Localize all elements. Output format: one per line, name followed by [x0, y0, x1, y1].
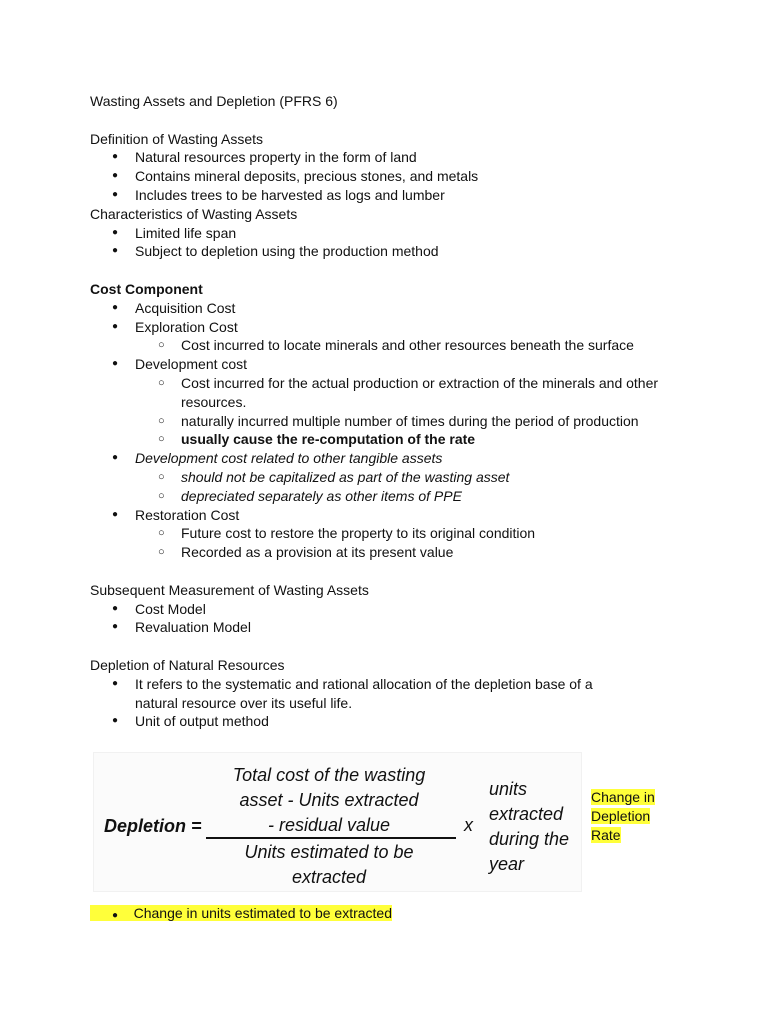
formula-denominator-line: Units estimated to be — [244, 842, 414, 862]
bullet-item: ● Cost Model — [90, 600, 690, 619]
bullet-item: ● Development cost — [90, 355, 690, 374]
formula-numerator — [204, 763, 454, 838]
depletion-formula-image — [93, 752, 582, 892]
sub-bullet-item: ○ depreciated separately as other items of PPE — [90, 487, 690, 506]
sub-bullet-item: ○ should not be capitalized as part of the wasting asset — [90, 468, 690, 487]
highlight-span — [90, 905, 392, 921]
bullet-item: ● Natural resources property in the form of land — [90, 148, 690, 167]
document-title: Wasting Assets and Depletion (PFRS 6) — [90, 93, 338, 109]
bullet-dot-icon: ● — [112, 910, 119, 921]
bullet-item: ● It refers to the systematic and rational allocation of the depletion base of a natural resource over its useful life. — [90, 675, 635, 713]
sub-bullet-item: ○ Cost incurred to locate minerals and other resources beneath the surface — [90, 336, 690, 355]
sub-bullet-item: ○ Future cost to restore the property to its original condition — [90, 524, 690, 543]
fraction-bar — [206, 837, 456, 839]
document-body — [90, 92, 690, 731]
formula-denominator-line: extracted — [291, 867, 367, 887]
formula-denominator — [204, 840, 454, 890]
formula-numerator-line: Total cost of the wasting — [232, 765, 426, 785]
formula-label: Depletion = — [104, 816, 202, 836]
multiply-sign: x — [464, 815, 473, 835]
bullet-item: ● Revaluation Model — [90, 618, 690, 637]
formula-numerator-line: asset - Units extracted — [239, 790, 419, 810]
subsequent-heading: Subsequent Measurement of Wasting Assets — [90, 581, 369, 598]
depletion-heading: Depletion of Natural Resources — [90, 656, 285, 673]
bullet-item: ● Acquisition Cost — [90, 299, 690, 318]
highlighted-bullet-text: Change in units estimated to be extracted — [133, 905, 392, 921]
bullet-item: ● Subject to depletion using the production method — [90, 242, 690, 261]
formula-numerator-line: - residual value — [267, 815, 391, 835]
formula-units-line: during the — [489, 829, 570, 849]
formula-units-line: extracted — [489, 804, 564, 824]
sub-bullet-item: ○ Recorded as a provision at its present value — [90, 543, 690, 562]
sub-bullet-item: ○ Cost incurred for the actual production or extraction of the minerals and other resources. — [90, 374, 661, 412]
bullet-item: ● Exploration Cost — [90, 318, 690, 337]
sub-bullet-item: ○ usually cause the re-computation of the rate — [90, 430, 690, 449]
definition-heading: Definition of Wasting Assets — [90, 130, 264, 147]
sub-bullet-item: ○ naturally incurred multiple number of times during the period of production — [90, 412, 690, 431]
bullet-item: ● Unit of output method — [90, 712, 690, 731]
cost-heading: Cost Component — [90, 280, 203, 297]
bullet-item: ● Limited life span — [90, 224, 690, 243]
bullet-item: ● Contains mineral deposits, precious stones, and metals — [90, 167, 690, 186]
bullet-item: ● Development cost related to other tangible assets — [90, 449, 690, 468]
characteristics-heading: Characteristics of Wasting Assets — [90, 205, 298, 222]
formula-units-line: year — [489, 854, 525, 874]
highlighted-bullet — [90, 904, 392, 923]
bullet-item: ● Restoration Cost — [90, 506, 690, 525]
formula-units-line: units — [489, 779, 528, 799]
side-note — [591, 788, 661, 845]
formula-units — [489, 777, 569, 877]
bullet-item: ● Includes trees to be harvested as logs and lumber — [90, 186, 690, 205]
highlighted-note: Change in Depletion Rate — [591, 789, 655, 843]
